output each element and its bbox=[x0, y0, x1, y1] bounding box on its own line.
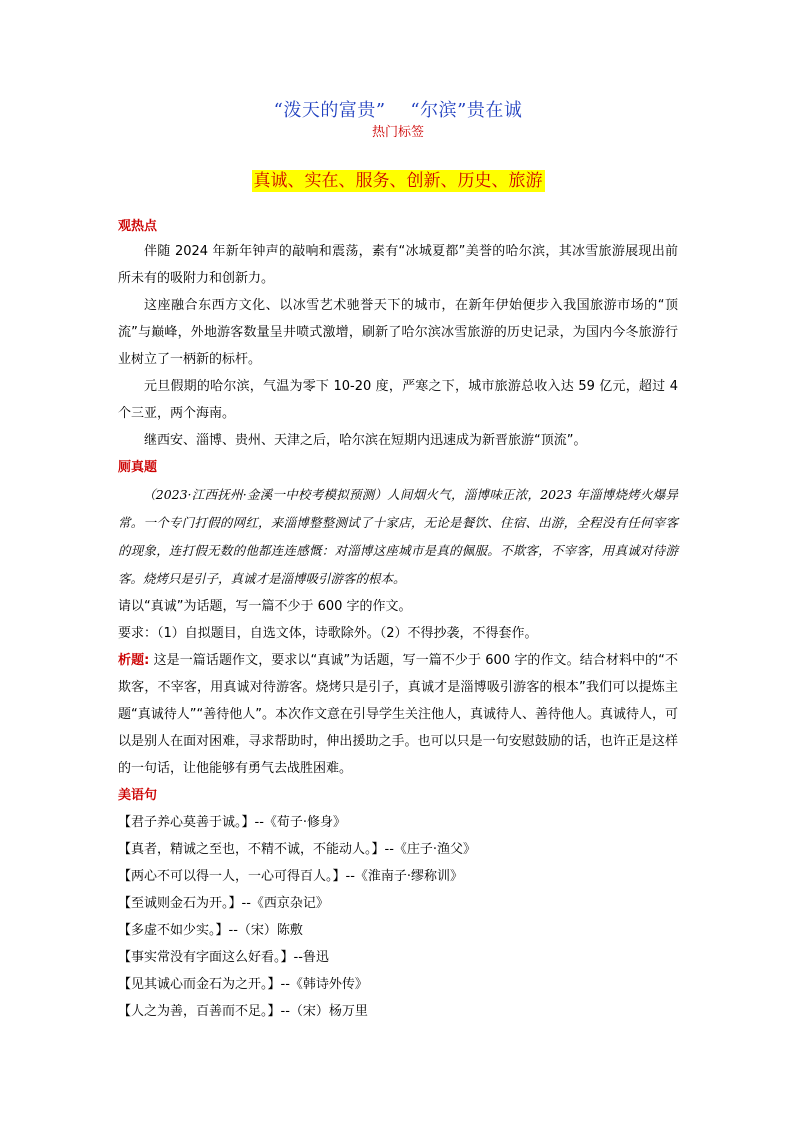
hot-points-paragraph: 继西安、淄博、贵州、天津之后，哈尔滨在短期内迅速成为新晋旅游“顶流”。 bbox=[144, 433, 587, 448]
hot-points-paragraph: 这座融合东西方文化、以冰雪艺术驰誉天下的城市，在新年伊始便步入我国旅游市场的“顶流”与巅峰，外地游客数量呈井喷式激增，刷新了哈尔滨冰雪旅游的历史记录，为国内今冬旅游行业树立了一柄新的标杆。 bbox=[118, 298, 678, 367]
document-body bbox=[118, 216, 678, 1025]
hot-tags-text: 真诚、实在、服务、创新、历史、旅游 bbox=[253, 171, 543, 191]
quote-item: 【见其诚心而金石为之开。】--《韩诗外传》 bbox=[118, 977, 368, 992]
hot-tags bbox=[118, 166, 678, 191]
quote-item: 【两心不可以得一人，一心可得百人。】--《淮南子·缪称训》 bbox=[118, 869, 464, 884]
hot-points-paragraph: 伴随 2024 年新年钟声的敲响和震荡，素有“冰城夏都”美誉的哈尔滨，其冰雪旅游展现出前所未有的吸附力和创新力。 bbox=[118, 244, 678, 286]
section-heading-quotes: 美语句 bbox=[118, 788, 158, 803]
quote-item: 【至诚则金石为开。】--《西京杂记》 bbox=[118, 896, 329, 911]
analysis-label: 析题: bbox=[118, 653, 150, 668]
section-heading-hot-points: 观热点 bbox=[118, 219, 158, 234]
page-title: “泼天的富贵” “尔滨”贵在诚 bbox=[273, 100, 523, 121]
exam-instruction: 请以“真诚”为话题，写一篇不少于 600 字的作文。 bbox=[118, 599, 412, 614]
quote-item: 【多虚不如少实。】--（宋）陈敷 bbox=[118, 923, 303, 938]
page-subtitle: 热门标签 bbox=[371, 125, 424, 140]
quote-item: 【事实常没有字面这么好看。】--鲁迅 bbox=[118, 950, 329, 965]
analysis-text: 这是一篇话题作文，要求以“真诚”为话题，写一篇不少于 600 字的作文。结合材料中的“不欺客，不宰客，用真诚对待游客。烧烤只是引子，真诚才是淄博吸引游客的根本”我们可以提炼主题“真诚待人”“善待他人”。本次作文意在引导学生关注他人，真诚待人、善待他人。真诚待人，可以是别人在面对困难，寻求帮助时，伸出援助之手。也可以只是一句安慰鼓励的话，也许正是这样的一句话，让他能够有勇气去战胜困难。 bbox=[118, 653, 678, 776]
quote-item: 【人之为善，百善而不足。】--（宋）杨万里 bbox=[118, 1004, 368, 1019]
exam-material: （2023·江西抚州·金溪一中校考模拟预测）人间烟火气，淄博味正浓，2023 年淄博烧烤火爆异常。一个专门打假的网红，来淄博整整测试了十家店，无论是餐饮、住宿、出游，全程没有任何宰客的现象，连打假无数的他都连连感慨：对淄博这座城市是真的佩服。不欺客，不宰客，用真诚对待游客。烧烤只是引子，真诚才是淄博吸引游客的根本。 bbox=[118, 487, 678, 586]
quote-item: 【真者，精诚之至也，不精不诚，不能动人。】--《庄子·渔父》 bbox=[118, 842, 477, 857]
quote-item: 【君子养心莫善于诚。】--《荀子·修身》 bbox=[118, 815, 347, 830]
exam-requirements: 要求：（1）自拟题目，自选文体，诗歌除外。（2）不得抄袭，不得套作。 bbox=[118, 626, 538, 641]
analysis-paragraph bbox=[118, 647, 678, 782]
hot-points-paragraph: 元旦假期的哈尔滨，气温为零下 10-20 度，严寒之下，城市旅游总收入达 59 亿元，超过 4 个三亚，两个海南。 bbox=[118, 379, 678, 421]
section-heading-real-question: 厕真题 bbox=[118, 460, 158, 475]
